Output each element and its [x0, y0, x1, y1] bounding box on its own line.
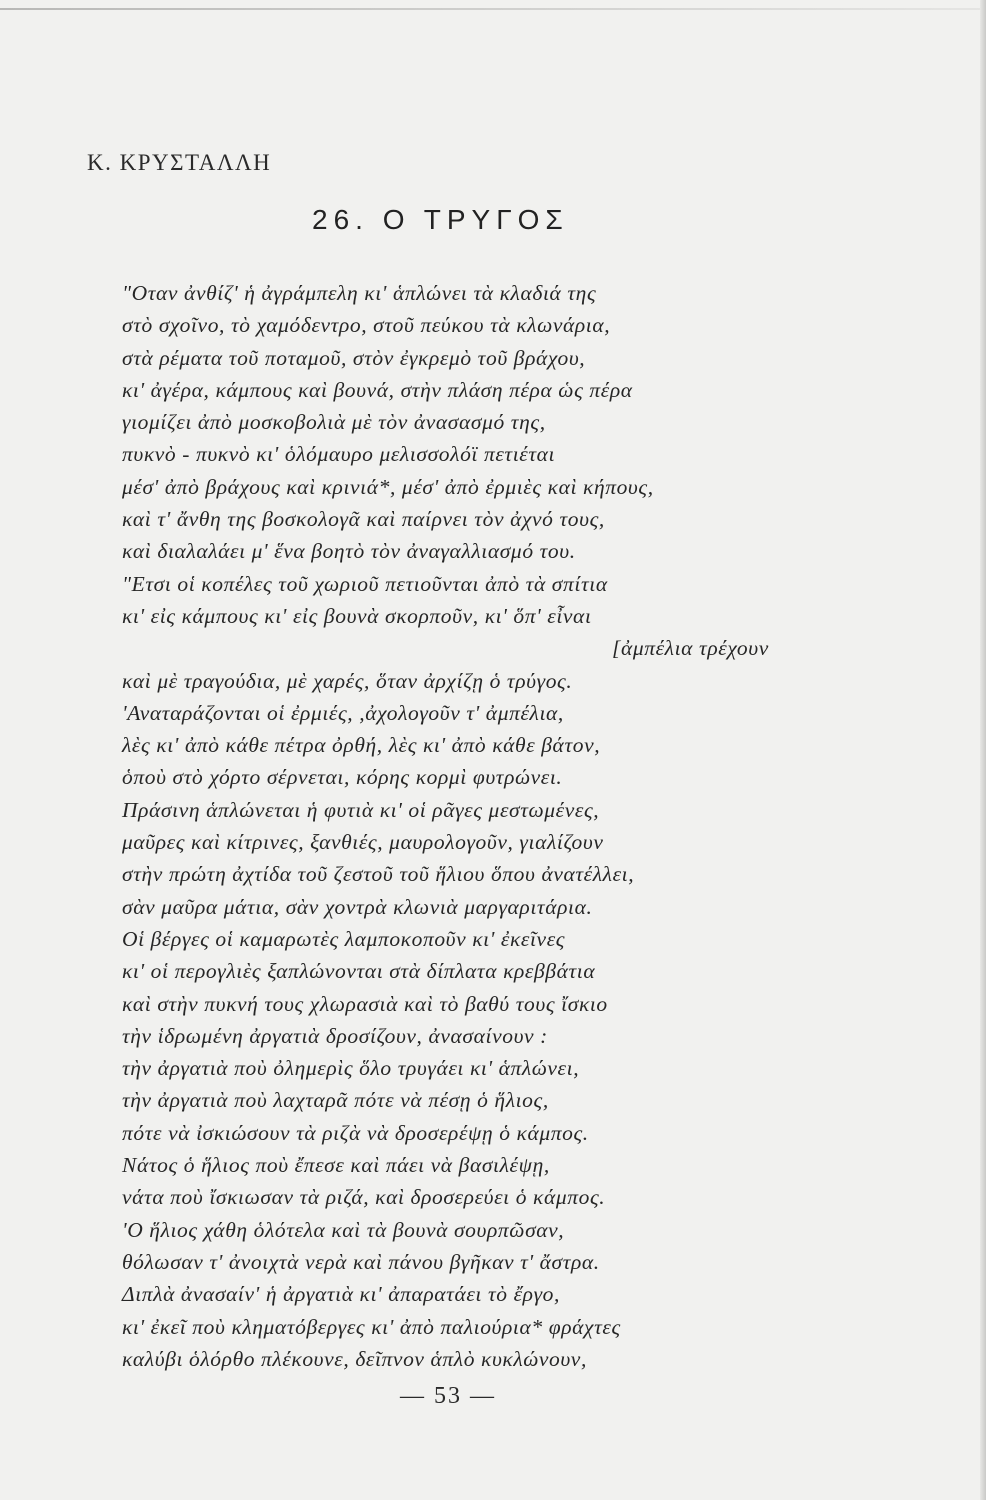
poem-line: μαῦρες καὶ κίτρινες, ξανθιές, μαυρολογοῦν, γιαλίζουν	[122, 830, 604, 855]
poem-line: κι' οἱ περογλιὲς ξαπλώνονται στὰ δίπλατα κρεββάτια	[122, 959, 596, 984]
page-top-edge	[0, 8, 986, 10]
poem-line: καὶ μὲ τραγούδια, μὲ χαρές, ὅταν ἀρχίζῃ ὁ τρύγος.	[122, 668, 573, 693]
poem-line: στὰ ρέματα τοῦ ποταμοῦ, στὸν ἐγκρεμὸ τοῦ βράχου,	[122, 345, 586, 370]
poem-line: καλύβι ὁλόρθο πλέκουνε, δεῖπνον ἁπλὸ κυκλώνουν,	[122, 1346, 587, 1371]
poem-body	[122, 277, 822, 1375]
poem-line: κι' ἀγέρα, κάμπους καὶ βουνά, στὴν πλάση πέρα ὡς πέρα	[122, 377, 633, 402]
poem-line: στὴν πρώτη ἀχτίδα τοῦ ζεστοῦ τοῦ ἥλιου ὅπου ἀνατέλλει,	[122, 862, 635, 887]
poem-line: καὶ στὴν πυκνή τους χλωρασιὰ καὶ τὸ βαθύ τους ἴσκιο	[122, 991, 608, 1016]
author-name: Κ. ΚΡΥΣΤΑΛΛΗ	[87, 150, 272, 175]
poem-line: νάτα ποὺ ἴσκιωσαν τὰ ριζά, καὶ δροσερεύει ὁ κάμπος.	[122, 1185, 606, 1210]
page-number: — 53 —	[400, 1383, 496, 1409]
poem-line: τὴν ἱδρωμένη ἀργατιὰ δροσίζουν, ἀνασαίνουν :	[122, 1023, 548, 1048]
poem-line: μέσ' ἀπὸ βράχους καὶ κρινιά*, μέσ' ἀπὸ ἐρμιὲς καὶ κήπους,	[122, 474, 654, 499]
poem-line: γιομίζει ἀπὸ μοσκοβολιὰ μὲ τὸν ἀνασασμό της,	[122, 410, 546, 435]
poem-line: λὲς κι' ἀπὸ κάθε πέτρα ὀρθή, λὲς κι' ἀπὸ κάθε βάτον,	[122, 733, 601, 758]
poem-line: Διπλὰ ἀνασαίν' ἡ ἀργατιὰ κι' ἀπαρατάει τὸ ἔργο,	[122, 1282, 560, 1307]
poem-line: Πράσινη ἁπλώνεται ἡ φυτιὰ κι' οἱ ρᾶγες μεστωμένες,	[122, 797, 600, 822]
poem-line: κι' εἰς κάμπους κι' εἰς βουνὰ σκορποῦν, κι' ὅπ' εἶναι	[122, 603, 592, 628]
poem-line: πότε νὰ ἰσκιώσουν τὰ ριζὰ νὰ δροσερέψῃ ὁ κάμπος.	[122, 1120, 589, 1145]
poem-line: "Ετσι οἱ κοπέλες τοῦ χωριοῦ πετιοῦνται ἀπὸ τὰ σπίτια	[122, 571, 608, 596]
poem-line: ὁποὺ στὸ χόρτο σέρνεται, κόρης κορμὶ φυτρώνει.	[122, 765, 563, 790]
poem-line-overflow: [ἀμπέλια τρέχουν	[612, 636, 769, 661]
poem-line: κι' ἐκεῖ ποὺ κληματόβεργες κι' ἀπὸ παλιούρια* φράχτες	[122, 1314, 621, 1339]
poem-line: 'Ο ἥλιος χάθη ὁλότελα καὶ τὰ βουνὰ σουρπῶσαν,	[122, 1217, 565, 1242]
poem-title: 26. Ο ΤΡΥΓΟΣ	[312, 204, 569, 235]
poem-line: τὴν ἀργατιὰ ποὺ ὀλημερὶς ὅλο τρυγάει κι' ἁπλώνει,	[122, 1056, 580, 1081]
poem-line: Νάτος ὁ ἥλιος ποὺ ἔπεσε καὶ πάει νὰ βασιλέψῃ,	[122, 1153, 550, 1178]
poem-line: Οἱ βέργες οἱ καμαρωτὲς λαμποκοποῦν κι' ἐκεῖνες	[122, 926, 566, 951]
poem-line: θόλωσαν τ' ἀνοιχτὰ νερὰ καὶ πάνου βγῆκαν τ' ἄστρα.	[122, 1249, 600, 1274]
poem-line: 'Αναταράζονται οἱ ἐρμιές, ,ἀχολογοῦν τ' ἀμπέλια,	[122, 700, 564, 725]
poem-line: καὶ διαλαλάει μ' ἕνα βοητὸ τὸν ἀναγαλλιασμό του.	[122, 539, 576, 564]
poem-line: πυκνὸ - πυκνὸ κι' ὁλόμαυρο μελισσολόϊ πετιέται	[122, 442, 556, 467]
poem-line: καὶ τ' ἄνθη της βοσκολογᾶ καὶ παίρνει τὸν ἀχνό τους,	[122, 507, 605, 532]
poem-line: τὴν ἀργατιὰ ποὺ λαχταρᾶ πότε νὰ πέσῃ ὁ ἥλιος,	[122, 1088, 549, 1113]
poem-line: "Οταν ἀνθίζ' ἡ ἀγράμπελη κι' ἁπλώνει τὰ κλαδιά της	[122, 281, 597, 305]
poem-line: σὰν μαῦρα μάτια, σὰν χοντρὰ κλωνιὰ μαργαριτάρια.	[122, 894, 593, 919]
page-right-edge	[980, 0, 986, 1500]
poem-line: στὸ σχοῖνο, τὸ χαμόδεντρο, στοῦ πεύκου τὰ κλωνάρια,	[122, 313, 611, 338]
